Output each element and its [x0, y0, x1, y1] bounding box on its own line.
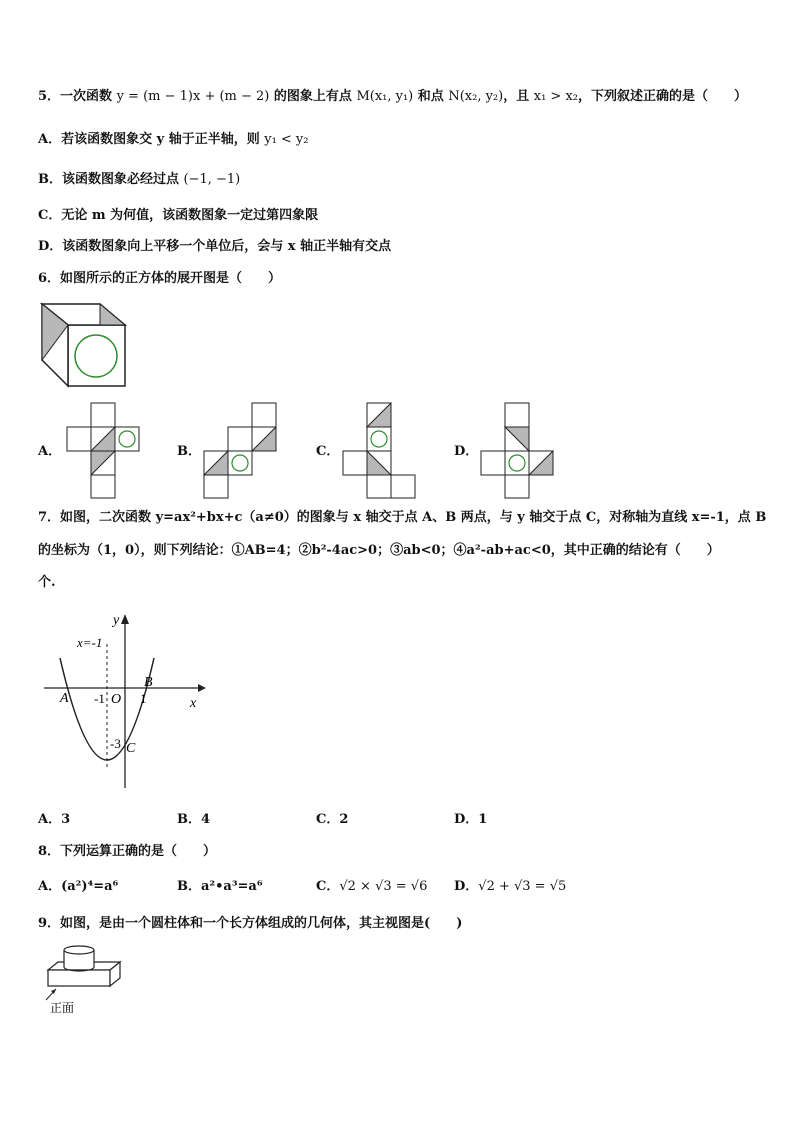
q8-option-b[interactable]: B．a²•a³=a⁶ — [177, 879, 263, 894]
tick-neg3-label: -3 — [110, 736, 121, 751]
q6-label-a[interactable]: A． — [38, 444, 62, 459]
solid-figure — [38, 942, 128, 1018]
axis-y-label: y — [113, 613, 120, 628]
origin-label: O — [111, 692, 122, 707]
q8-option-a[interactable]: A．(a²)⁴=a⁶ — [38, 879, 119, 894]
net-option-c[interactable] — [342, 402, 416, 499]
point-b-label: B — [144, 675, 153, 690]
q7-stem-line1: 7．如图，二次函数 y=ax²+bx+c（a≠0）的图象与 x 轴交于点 A、B 两点，与 y 轴交于点 C，对称轴为直线 x=-1，点 B — [38, 510, 767, 525]
q5-option-a[interactable]: A．若该函数图象交 y 轴于正半轴，则 y₁ < y₂ — [38, 132, 309, 147]
q7-option-a[interactable]: A．3 — [38, 812, 71, 827]
symmetry-label: x=-1 — [77, 635, 103, 650]
net-option-a[interactable] — [66, 402, 140, 499]
q8-stem: 8．下列运算正确的是（ ） — [38, 844, 217, 859]
cube-figure — [38, 300, 130, 392]
q7-option-d[interactable]: D．1 — [454, 812, 488, 827]
q8-option-c[interactable]: C．√2 × √3 = √6 — [316, 879, 428, 894]
q6-label-c[interactable]: C． — [316, 444, 340, 459]
point-a-label: A — [60, 691, 69, 706]
q6-stem: 6．如图所示的正方体的展开图是（ ） — [38, 271, 282, 286]
q7-option-b[interactable]: B．4 — [177, 812, 211, 827]
q7-stem-line2: 的坐标为（1，0），则下列结论：①AB=4；②b²-4ac>0；③ab<0；④a²-ab+ac<0，其中正确的结论有（ ） — [38, 543, 720, 558]
q5-stem: 5．一次函数 y = (m − 1)x + (m − 2) 的图象上有点 M(x₁, y₁) 和点 N(x₂, y₂)，且 x₁ > x₂，下列叙述正确的是（ ） — [38, 89, 748, 104]
q8-option-d[interactable]: D．√2 + √3 = √5 — [454, 879, 567, 894]
q5-option-b[interactable]: B．该函数图象必经过点 (−1, −1) — [38, 172, 241, 187]
q7-stem-line3: 个. — [38, 575, 56, 590]
q9-stem: 9．如图，是由一个圆柱体和一个长方体组成的几何体，其主视图是( ) — [38, 916, 463, 931]
q6-label-b[interactable]: B． — [177, 444, 201, 459]
tick-neg1-label: -1 — [94, 691, 105, 706]
q5-option-d[interactable]: D．该函数图象向上平移一个单位后，会与 x 轴正半轴有交点 — [38, 239, 392, 254]
parabola-graph — [40, 610, 210, 792]
net-option-b[interactable] — [203, 402, 277, 499]
q6-label-d[interactable]: D． — [454, 444, 479, 459]
axis-x-label: x — [190, 696, 197, 711]
tick-1-label: 1 — [140, 691, 147, 706]
q5-option-c[interactable]: C．无论 m 为何值，该函数图象一定过第四象限 — [38, 208, 319, 223]
q7-option-c[interactable]: C．2 — [316, 812, 349, 827]
point-c-label: C — [126, 741, 136, 756]
net-option-d[interactable] — [480, 402, 554, 499]
front-view-label: 正面 — [50, 1001, 75, 1015]
